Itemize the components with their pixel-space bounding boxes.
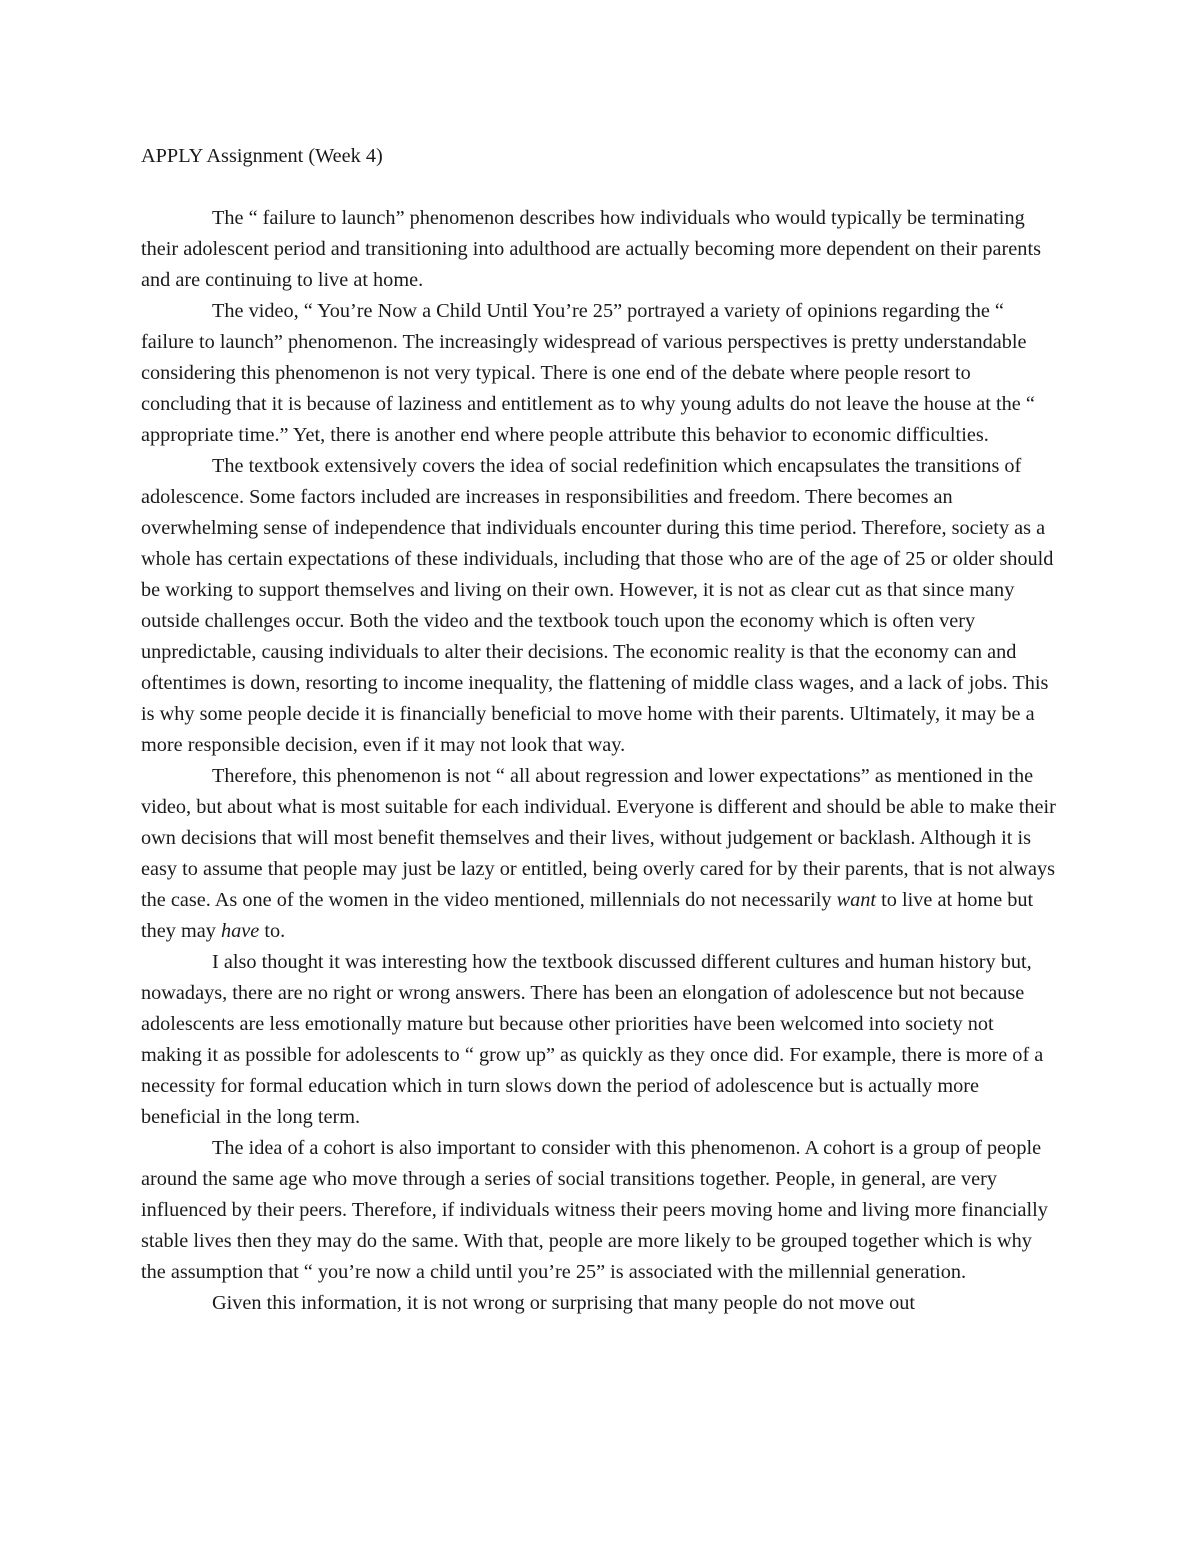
paragraph-4-text-middle: to live at home but they may (141, 889, 1034, 942)
paragraph-4-text-after: to. (259, 920, 286, 942)
document-body (141, 141, 1059, 1319)
paragraph-2: The video, “ You’re Now a Child Until You’re 25” portrayed a variety of opinions regarding the “ failure to launch” phenomenon. The increasingly widespread of various perspectives is pretty understandable considering this phenomenon is not very typical. There is one end of the debate where people resort to concluding that it is because of laziness and entitlement as to why young adults do not leave the house at the “ appropriate time.” Yet, there is another end where people attribute this behavior to economic difficulties. (141, 300, 1035, 446)
paragraph-3: The textbook extensively covers the idea of social redefinition which encapsulates the transitions of adolescence. Some factors included are increases in responsibilities and freedom. There becomes an overwhelming sense of independence that individuals encounter during this time period. Therefore, society as a whole has certain expectations of these individuals, including that those who are of the age of 25 or older should be working to support themselves and living on their own. However, it is not as clear cut as that since many outside challenges occur. Both the video and the textbook touch upon the economy which is often very unpredictable, causing individuals to alter their decisions. The economic reality is that the economy can and oftentimes is down, resorting to income inequality, the flattening of middle class wages, and a lack of jobs. This is why some people decide it is financially beneficial to move home with their parents. Ultimately, it may be a more responsible decision, even if it may not look that way. (141, 455, 1054, 756)
emphasis-want: want (836, 889, 877, 911)
paragraph-4-text-before: Therefore, this phenomenon is not “ all about regression and lower expectations” as mentioned in the video, but about what is most suitable for each individual. Everyone is different and should be able to make their own decisions that will most benefit themselves and their lives, without judgement or backlash. Although it is easy to assume that people may just be lazy or entitled, being overly cared for by their parents, that is not always the case. As one of the women in the video mentioned, millennials do not necessarily (141, 765, 1056, 911)
document-title: APPLY Assignment (Week 4) (141, 145, 383, 167)
paragraph-1: The “ failure to launch” phenomenon describes how individuals who would typically be terminating their adolescent period and transitioning into adulthood are actually becoming more dependent on their parents and are continuing to live at home. (141, 207, 1041, 291)
paragraph-7: Given this information, it is not wrong or surprising that many people do not move out (212, 1292, 916, 1314)
paragraph-6: The idea of a cohort is also important to consider with this phenomenon. A cohort is a group of people around the same age who move through a series of social transitions together. People, in general, are very influenced by their peers. Therefore, if individuals witness their peers moving home and living more financially stable lives then they may do the same. With that, people are more likely to be grouped together which is why the assumption that “ you’re now a child until you’re 25” is associated with the millennial generation. (141, 1137, 1048, 1283)
emphasis-have: have (220, 920, 260, 942)
title-spacer (141, 172, 1059, 203)
paragraph-5: I also thought it was interesting how the textbook discussed different cultures and human history but, nowadays, there are no right or wrong answers. There has been an elongation of adolescence but not because adolescents are less emotionally mature but because other priorities have been welcomed into society not making it as possible for adolescents to “ grow up” as quickly as they once did. For example, there is more of a necessity for formal education which in turn slows down the period of adolescence but is actually more beneficial in the long term. (141, 951, 1044, 1128)
paragraph-4 (141, 761, 1059, 947)
